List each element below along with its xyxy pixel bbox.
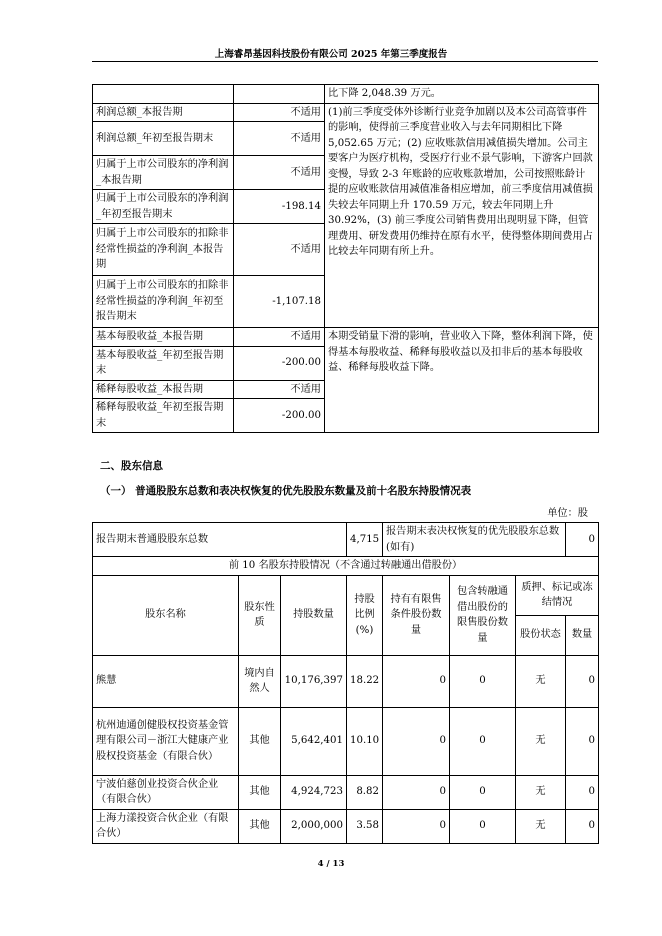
holder-ratio: 8.82: [347, 775, 383, 809]
table-row: [93, 655, 599, 707]
holder-qty: 0: [566, 707, 599, 775]
header-restricted: 持有有限售条件股份数量: [383, 575, 450, 655]
subsection-title: （一） 普通股股东总数和表决权恢复的优先股股东数量及前十名股东持股情况表: [100, 485, 472, 497]
holder-lending: 0: [450, 775, 516, 809]
row-label: 稀释每股收益_年初至报告期末: [93, 399, 234, 433]
holder-restricted: 0: [383, 775, 450, 809]
total-holders-value: 4,715: [347, 523, 383, 557]
header-status: 股份状态: [516, 615, 566, 655]
holder-name: 上海力漾投资合伙企业（有限合伙）: [93, 809, 239, 843]
page-number: 4 / 13: [317, 859, 345, 869]
unit-label: 单位：股: [547, 508, 588, 519]
holder-status: 无: [516, 809, 566, 843]
holder-ratio: 3.58: [347, 809, 383, 843]
page-header: 上海睿昂基因科技股份有限公司 2025 年第三季度报告: [214, 49, 448, 60]
row-value: 不适用: [234, 122, 325, 156]
pref-holders-label: 报告期末表决权恢复的优先股股东总数(如有): [383, 523, 566, 557]
profit-reason-note: (1)前三季度受体外诊断行业竞争加剧以及本公司高管事件的影响，使得前三季度营业收入与去年同期相比下降 5,052.65 万元；(2) 应收账款信用减值损失增加。公司主要客户为医疗机构，受医疗行业不景气影响，下游客户回款变慢，导致 2-3 年账龄的应收账款增加，公司按照账龄计提的应收账款信用减值准备相应增加，前三季度信用减值损失较去年同期上升 170.59 万元，较去年同期上升 30.92%，(3) 前三季度公司销售费用出现明显下降，但管理费用、研发费用仍维持在原有水平，使得整体期间费用占比较去年同期有所上升。: [325, 103, 599, 328]
header-qty: 数量: [566, 615, 599, 655]
row-label: 归属于上市公司股东的净利润_年初至报告期末: [93, 190, 234, 224]
row-label: 利润总额_年初至报告期末: [93, 122, 234, 156]
holder-ratio: 18.22: [347, 655, 383, 707]
holder-restricted: 0: [383, 707, 450, 775]
header-pledge: 质押、标记或冻结情况: [516, 575, 599, 615]
holder-nature: 其他: [239, 775, 281, 809]
prior-text-cell: 比下降 2,048.39 万元。: [325, 85, 599, 104]
table-row: [93, 809, 599, 843]
empty-cell: [234, 85, 325, 104]
holder-lending: 0: [450, 707, 516, 775]
holder-lending: 0: [450, 655, 516, 707]
row-value: 不适用: [234, 103, 325, 122]
holder-name: 杭州迪通创健股权投资基金管理有限公司－浙江大健康产业股权投资基金（有限合伙）: [93, 707, 239, 775]
header-lending: 包含转融通借出股份的限售股份数量: [450, 575, 516, 655]
holder-nature: 境内自然人: [239, 655, 281, 707]
eps-reason-note: 本期受销量下滑的影响，营业收入下降，整体利润下降，使得基本每股收益、稀释每股收益以及扣非后的基本每股收益、稀释每股收益下降。: [325, 328, 599, 433]
header-name: 股东名称: [93, 575, 239, 655]
holder-qty: 0: [566, 809, 599, 843]
holder-restricted: 0: [383, 809, 450, 843]
row-value: 不适用: [234, 156, 325, 190]
header-nature: 股东性质: [239, 575, 281, 655]
row-value: -198.14: [234, 190, 325, 224]
holder-restricted: 0: [383, 655, 450, 707]
holder-shares: 10,176,397: [281, 655, 347, 707]
row-label: 基本每股收益_本报告期: [93, 328, 234, 347]
total-holders-label: 报告期末普通股股东总数: [93, 523, 347, 557]
holder-nature: 其他: [239, 809, 281, 843]
header-rule: [92, 61, 598, 62]
row-value: -200.00: [234, 346, 325, 380]
row-value: -1,107.18: [234, 276, 325, 328]
holder-shares: 2,000,000: [281, 809, 347, 843]
section-title: 二、股东信息: [100, 460, 163, 472]
holder-qty: 0: [566, 775, 599, 809]
table-row: [93, 775, 599, 809]
holder-name: 熊慧: [93, 655, 239, 707]
holder-status: 无: [516, 707, 566, 775]
holder-status: 无: [516, 775, 566, 809]
profit-change-table: [92, 84, 599, 433]
pref-holders-value: 0: [566, 523, 599, 557]
header-shares: 持股数量: [281, 575, 347, 655]
row-label: 归属于上市公司股东的净利润_本报告期: [93, 156, 234, 190]
holder-nature: 其他: [239, 707, 281, 775]
holder-shares: 4,924,723: [281, 775, 347, 809]
empty-cell: [93, 85, 234, 104]
holder-lending: 0: [450, 809, 516, 843]
holder-status: 无: [516, 655, 566, 707]
row-label: 稀释每股收益_本报告期: [93, 380, 234, 399]
holder-ratio: 10.10: [347, 707, 383, 775]
row-label: 基本每股收益_年初至报告期末: [93, 346, 234, 380]
table-row: [93, 707, 599, 775]
header-ratio: 持股比例(%): [347, 575, 383, 655]
row-label: 归属于上市公司股东的扣除非经常性损益的净利润_年初至报告期末: [93, 276, 234, 328]
holder-shares: 5,642,401: [281, 707, 347, 775]
row-value: 不适用: [234, 328, 325, 347]
top10-caption: 前 10 名股东持股情况（不含通过转融通出借股份）: [93, 557, 599, 576]
row-value: 不适用: [234, 224, 325, 276]
shareholder-table: [92, 522, 599, 844]
row-label: 利润总额_本报告期: [93, 103, 234, 122]
row-value: -200.00: [234, 399, 325, 433]
holder-qty: 0: [566, 655, 599, 707]
holder-name: 宁波伯慈创业投资合伙企业（有限合伙）: [93, 775, 239, 809]
row-value: 不适用: [234, 380, 325, 399]
row-label: 归属于上市公司股东的扣除非经常性损益的净利润_本报告期: [93, 224, 234, 276]
